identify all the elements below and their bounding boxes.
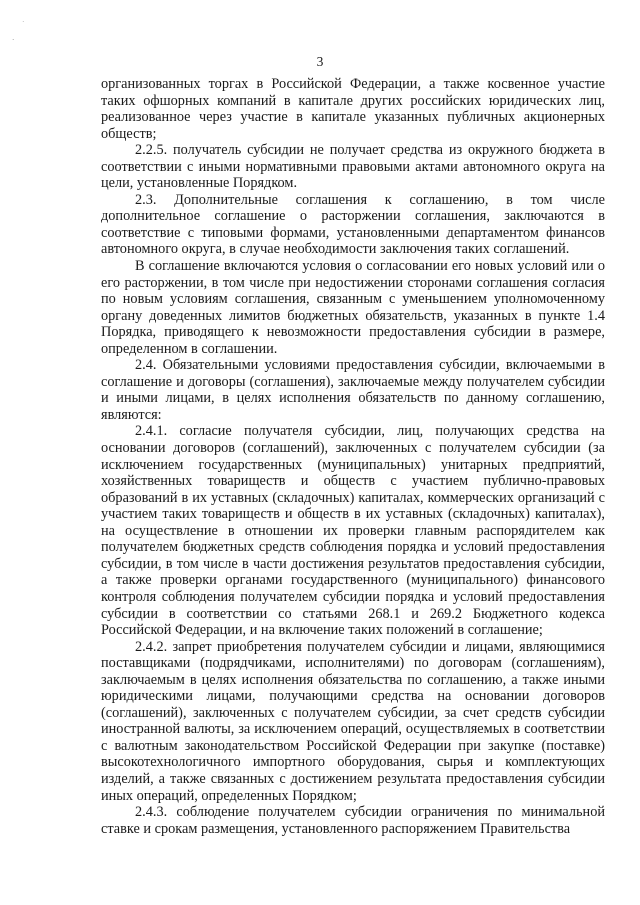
paragraph-2-4-2: 2.4.2. запрет приобретения получателем субсидии и лицами, являющимися поставщиками (подрядчиками, исполнителями) по договорам (соглашениям), заключаемым в целях исполнения обязательства по соглашению, а также иными юридическими лицами, получающими средства на основании договоров (соглашений), заключенных с получателем субсидии, за счет средств субсидии иностранной валюты, за исключением операций, осуществляемых в соответствии с валютным законодательством Российской Федерации при закупке (поставке) высокотехнологичного импортного оборудования, сырья и комплектующих изделий, а также связанных с достижением результата предоставления субсидии иных операций, определенных Порядком; [101,638,605,804]
paragraph-2-4: 2.4. Обязательными условиями предоставления субсидии, включаемыми в соглашение и договоры (соглашения), заключаемые между получателем субсидии и иными лицами, в целях исполнения обязательств по данному соглашению, являются: [101,357,605,423]
page-number: 3 [316,54,324,69]
margin-mark: ˙ [22,20,25,28]
paragraph-2-4-1: 2.4.1. согласие получателя субсидии, лиц, получающих средства на основании договоров (соглашений), заключенных с получателем субсидии (за исключением государственных (муниципальных) унитарных предприятий, хозяйственных товариществ и обществ с участием публично-правовых образований в их уставных (складочных) капиталах, коммерческих организаций с участием таких товариществ и обществ в их уставных (складочных) капиталах), на осуществление в отношении их проверки главным распорядителем как получателем бюджетных средств соблюдения порядка и условий предоставления субсидии, в том числе в части достижения результатов предоставления субсидии, а также проверки органами государственного (муниципального) финансового контроля соблюдения получателем субсидии порядка и условий предоставления субсидии в соответствии со статьями 268.1 и 269.2 Бюджетного кодекса Российской Федерации, и на включение таких положений в соглашение; [101,423,605,639]
margin-mark: · [12,36,15,44]
paragraph-continuation: организованных торгах в Российской Федерации, а также косвенное участие таких офшорных компаний в капитале других российских юридических лиц, реализованное через участие в капитале указанных публичных акционерных обществ; [101,76,605,142]
paragraph-agreement-conditions: В соглашение включаются условия о согласовании его новых условий или о его расторжении, в том числе при недостижении сторонами соглашения согласия по новым условиям соглашения, связанным с уменьшением уполномоченному органу доведенных лимитов бюджетных обязательств, указанных в пункте 1.4 Порядка, приводящего к невозможности предоставления субсидии в размере, определенном в соглашении. [101,258,605,357]
paragraph-2-3: 2.3. Дополнительные соглашения к соглашению, в том числе дополнительное соглашение о расторжении соглашения, заключаются в соответствие с типовыми формами, установленными департаментом финансов автономного округа, в случае необходимости заключения таких соглашений. [101,191,605,258]
paragraph-2-4-3: 2.4.3. соблюдение получателем субсидии ограничения по минимальной ставке и срокам размещения, установленного распоряжением Правительства [101,804,605,837]
body-text [101,76,605,837]
paragraph-2-2-5: 2.2.5. получатель субсидии не получает средства из окружного бюджета в соответствии с иными нормативными правовыми актами автономного округа на цели, установленные Порядком. [101,142,605,192]
